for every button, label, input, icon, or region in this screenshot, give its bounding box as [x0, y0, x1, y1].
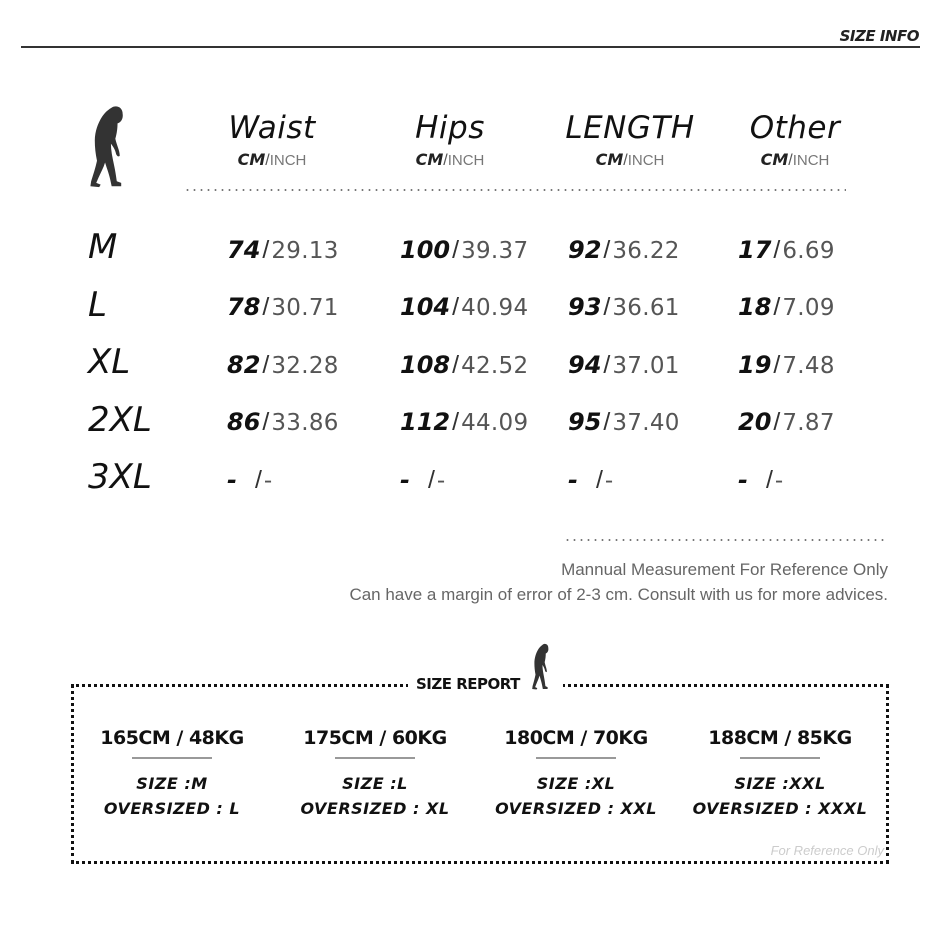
size-label-xl: XL — [88, 342, 131, 382]
report-size: SIZE :M — [136, 774, 208, 793]
report-item-180 — [476, 725, 676, 821]
report-divider — [132, 757, 212, 759]
report-divider — [536, 757, 616, 759]
column-unit: CM/INCH — [237, 150, 307, 169]
report-item-188 — [680, 725, 880, 821]
reference-only-footnote: For Reference Only — [770, 843, 884, 858]
notes-dotted-divider — [564, 539, 884, 541]
cell-3xl-length: - /- — [568, 466, 614, 494]
cell-l-other: 18/7.09 — [738, 293, 835, 321]
walking-ape-silhouette-icon — [86, 103, 130, 188]
cell-l-length: 93/36.61 — [568, 293, 680, 321]
column-title: LENGTH — [565, 110, 695, 146]
cell-xl-hips: 108/42.52 — [400, 351, 529, 379]
cell-3xl-other: - /- — [738, 466, 784, 494]
column-unit: CM/INCH — [595, 150, 665, 169]
cell-xl-length: 94/37.01 — [568, 351, 680, 379]
walking-ape-silhouette-icon — [530, 642, 552, 690]
size-info-title: SIZE INFO — [839, 27, 919, 45]
cell-2xl-length: 95/37.40 — [568, 408, 680, 436]
cell-m-other: 17/6.69 — [738, 236, 835, 264]
report-height-weight: 165CM / 48KG — [100, 727, 244, 749]
report-size: SIZE :L — [342, 774, 408, 793]
note-margin-error: Can have a margin of error of 2-3 cm. Consult with us for more advices. — [349, 585, 888, 604]
cell-2xl-other: 20/7.87 — [738, 408, 835, 436]
report-divider — [740, 757, 820, 759]
report-divider — [335, 757, 415, 759]
column-header-other — [735, 108, 855, 171]
report-oversized: OVERSIZED : L — [103, 799, 241, 818]
column-title: Other — [749, 110, 841, 146]
cell-xl-waist: 82/32.28 — [227, 351, 339, 379]
column-header-length — [555, 108, 705, 171]
cell-m-length: 92/36.22 — [568, 236, 680, 264]
size-label-m: M — [88, 227, 118, 267]
report-height-weight: 180CM / 70KG — [504, 727, 648, 749]
report-oversized: OVERSIZED : XXL — [495, 799, 657, 818]
cell-l-waist: 78/30.71 — [227, 293, 339, 321]
report-oversized: OVERSIZED : XXXL — [692, 799, 868, 818]
note-measurement: Mannual Measurement For Reference Only — [561, 560, 888, 579]
report-size: SIZE :XXL — [734, 774, 826, 793]
cell-l-hips: 104/40.94 — [400, 293, 529, 321]
header-divider — [21, 46, 920, 48]
column-header-hips — [390, 108, 510, 171]
cell-m-waist: 74/29.13 — [227, 236, 339, 264]
cell-xl-other: 19/7.48 — [738, 351, 835, 379]
size-label-3xl: 3XL — [88, 457, 152, 497]
cell-3xl-hips: - /- — [400, 466, 446, 494]
size-report-title: SIZE REPORT — [416, 675, 520, 693]
cell-2xl-hips: 112/44.09 — [400, 408, 529, 436]
column-header-waist — [212, 108, 332, 171]
size-label-l: L — [88, 285, 107, 325]
column-title: Hips — [415, 110, 485, 146]
column-unit: CM/INCH — [760, 150, 830, 169]
report-size: SIZE :XL — [536, 774, 616, 793]
size-label-2xl: 2XL — [88, 400, 152, 440]
report-item-175 — [275, 725, 475, 821]
column-title: Waist — [228, 110, 316, 146]
cell-2xl-waist: 86/33.86 — [227, 408, 339, 436]
header-dotted-divider — [184, 189, 846, 191]
report-height-weight: 175CM / 60KG — [303, 727, 447, 749]
cell-m-hips: 100/39.37 — [400, 236, 529, 264]
column-unit: CM/INCH — [415, 150, 485, 169]
report-item-165 — [72, 725, 272, 821]
report-height-weight: 188CM / 85KG — [708, 727, 852, 749]
report-oversized: OVERSIZED : XL — [300, 799, 450, 818]
cell-3xl-waist: - /- — [227, 466, 273, 494]
